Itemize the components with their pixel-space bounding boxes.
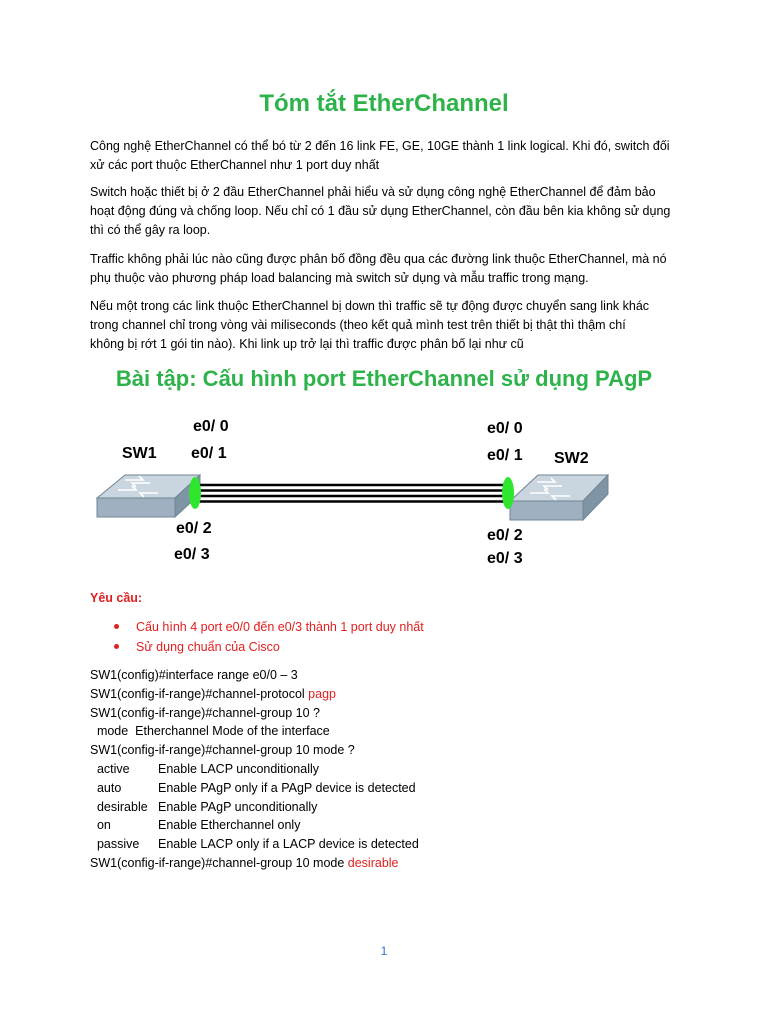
section-title: Bài tập: Cấu hình port EtherChannel sử dụng PAgP	[115, 366, 653, 391]
cli-line: SW1(config)#interface range e0/0 – 3	[90, 668, 298, 682]
requirements-title: Yêu cầu:	[90, 591, 143, 605]
cli-line: SW1(config-if-range)#channel-group 10 mode ?	[90, 743, 355, 758]
cli-line: SW1(config-if-range)#channel-group 10 ?	[90, 705, 320, 720]
cli-line: SW1(config-if-range)#channel-protocol pagp	[90, 686, 336, 701]
network-diagram	[0, 405, 768, 585]
cli-mode-line: desirable Enable PAgP unconditionally	[90, 799, 318, 814]
sw1-port-e0-2: e0/ 2	[176, 520, 212, 537]
page-number: 1	[380, 944, 388, 958]
paragraph-2: Switch hoặc thiết bị ở 2 đầu EtherChannel phải hiểu và sử dụng công nghệ EtherChannel để đảm bảo hoạt động đúng và chống loop. Nếu chỉ có 1 đầu sử dụng EtherChannel, còn đầu bên kia không sử dụng thì có thể gây ra loop.	[90, 185, 671, 237]
cli-mode-line: passive Enable LACP only if a LACP device is detected	[90, 837, 419, 852]
sw2-port-e0-0: e0/ 0	[487, 420, 523, 437]
sw1-port-e0-1: e0/ 1	[191, 445, 227, 462]
requirements-list	[110, 617, 424, 657]
sw1-label: SW1	[122, 445, 157, 462]
paragraph-1: Công nghệ EtherChannel có thể bó từ 2 đến 16 link FE, GE, 10GE thành 1 link logical. Khi đó, switch đối xử các port thuộc EtherChannel như 1 port duy nhất	[90, 139, 670, 172]
sw2-label: SW2	[554, 450, 589, 467]
requirement-item: Sử dụng chuẩn của Cisco	[110, 637, 424, 657]
topology-svg	[0, 405, 768, 585]
page-title: Tóm tắt EtherChannel	[259, 90, 509, 117]
sw2-port-e0-3: e0/ 3	[487, 550, 523, 567]
sw1-switch-icon	[97, 475, 200, 517]
cli-mode-line: on Enable Etherchannel only	[90, 818, 301, 833]
cli-line: mode Etherchannel Mode of the interface	[90, 724, 330, 739]
paragraph-4: Nếu một trong các link thuộc EtherChannel bị down thì traffic sẽ tự động được chuyển sang link khác trong channel chỉ trong vòng vài miliseconds (theo kết quả mình test trên thiết bị thật thì thậm chí không bị rớt 1 gói tin nào). Khi link up trở lại thì traffic được phân bố lại như cũ	[90, 299, 650, 351]
requirement-item: Cấu hình 4 port e0/0 đến e0/3 thành 1 port duy nhất	[110, 617, 424, 637]
sw2-port-e0-1: e0/ 1	[487, 447, 523, 464]
cli-block	[90, 666, 419, 873]
paragraph-3: Traffic không phải lúc nào cũng được phân bố đồng đều qua các đường link thuộc EtherChannel, mà nó phụ thuộc vào phương pháp load balancing mà switch sử dụng và mẫu traffic trong mạng.	[90, 252, 667, 285]
sw1-channel-marker	[189, 477, 201, 509]
sw2-channel-marker	[502, 477, 514, 509]
sw2-switch-icon	[510, 475, 608, 520]
cli-mode-line: active Enable LACP unconditionally	[90, 761, 319, 776]
sw1-port-e0-0: e0/ 0	[193, 418, 229, 435]
cli-line: SW1(config-if-range)#channel-group 10 mode desirable	[90, 855, 399, 870]
cli-mode-line: auto Enable PAgP only if a PAgP device is detected	[90, 780, 416, 795]
sw1-port-e0-3: e0/ 3	[174, 546, 210, 563]
etherchannel-links	[193, 485, 508, 502]
sw2-port-e0-2: e0/ 2	[487, 527, 523, 544]
